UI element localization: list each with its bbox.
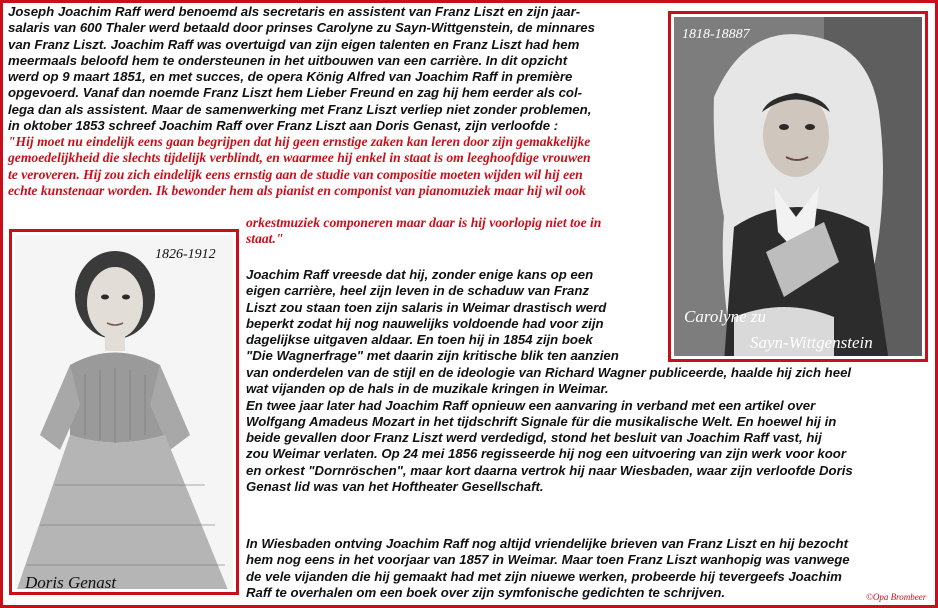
text-line: "Die Wagnerfrage" met daarin zijn kritische blik ten aanzien — [246, 348, 619, 364]
text-line: Genast lid was van het Hoftheater Gesellschaft. — [246, 479, 544, 495]
paragraph-intro — [8, 4, 595, 134]
quote-line: echte kunstenaar worden. Ik bewonder hem als pianist en componist van pianomuziek maar hij wil ook — [8, 182, 586, 198]
doris-caption: Doris Genast — [25, 573, 117, 589]
copyright: ©Opa Brombeer — [866, 592, 927, 602]
paragraph-wagnerfrage — [246, 267, 619, 365]
portrait-doris-image — [15, 235, 233, 589]
text-line: beperkt zodat hij nog nauwelijks voldoende had voor zijn — [246, 315, 604, 331]
portrait-carolyne — [668, 11, 928, 362]
doris-engraving-icon — [15, 235, 233, 589]
text-line: beide gevallen door Franz Liszt werd verdedigd, stond het besluit van Joachim Raff vast, hij — [246, 430, 822, 446]
text-line: zou Weimar verlaten. Op 24 mei 1856 regisseerde hij nog een uitvoering van zijn werk voor koor — [246, 446, 846, 462]
text-line: de vele vijanden die hij gemaakt had met zijn niuewe werken, probeerde hij tevergeefs Joachim — [246, 568, 842, 584]
quote-line: orkestmuziek componeren maar daar is hij voorlopig niet toe in — [246, 215, 602, 230]
portrait-carolyne-image — [674, 17, 922, 356]
quote-line: gemoedelijkheid die slechts tijdelijk verblindt, en waarmee hij enkel in staat is om leeghoofdige vrouwen — [8, 150, 591, 166]
text-line: Liszt zou staan toen zijn salaris in Weimar drastisch werd — [246, 299, 607, 315]
carolyne-caption-line-2: Sayn-Wittgenstein — [750, 333, 873, 352]
text-line: hem nog eens in het voorjaar van 1857 in Weimar. Maar toen Franz Liszt wanhopig was vanwege — [246, 552, 850, 568]
text-line: eigen carrière, heel zijn leven in de schaduw van Franz — [246, 283, 589, 299]
text-line: Wolfgang Amadeus Mozart in het tijdschrift Signale für die musikalische Welt. En hoewel hij in — [246, 413, 837, 429]
text-line: In Wiesbaden ontving Joachim Raff nog altijd vriendelijke brieven van Franz Liszt en hij bezocht — [246, 536, 848, 551]
portrait-doris — [9, 229, 239, 595]
doris-years: 1826-1912 — [155, 247, 216, 262]
quote-line: "Hij moet nu eindelijk eens gaan begrijpen dat hij geen ernstige zaken kan leren door zijn gemakkelijke — [8, 134, 591, 149]
text-line: meermaals beloofd hem te ondersteunen in het uitbouwen van een carrière. In dit opzicht — [8, 52, 568, 68]
quote-line: staat." — [246, 231, 284, 247]
carolyne-years: 1818-18887 — [682, 27, 750, 42]
quote-liszt — [8, 134, 591, 199]
text-line: en orkest "Dornröschen", maar kort daarna vertrok hij naar Wiesbaden, waar zijn verloofde Doris — [246, 462, 853, 478]
text-line: Joseph Joachim Raff werd benoemd als secretaris en assistent van Franz Liszt en zijn jaar- — [8, 4, 581, 19]
text-line: van Franz Liszt. Joachim Raff was overtuigd van zijn eigen talenten en Franz Liszt had hem — [8, 36, 580, 52]
quote-line: te veroveren. Hij zou zich eindelijk eens ernstig aan de studie van compositie moeten wijden wil hij een — [8, 166, 583, 182]
paragraph-wiesbaden — [246, 536, 850, 601]
text-line: werd op 9 maart 1851, en met succes, de opera König Alfred van Joachim Raff in première — [8, 69, 573, 85]
carolyne-caption-line-1: Carolyne zu — [684, 307, 767, 326]
text-line: dagelijkse uitgaven aldaar. En toen hij in 1854 zijn boek — [246, 332, 593, 348]
text-line: Joachim Raff vreesde dat hij, zonder enige kans op een — [246, 267, 594, 282]
text-line: wat vijanden op de hals in de muzikale kringen in Weimar. — [246, 381, 609, 397]
carolyne-engraving-icon — [674, 17, 922, 356]
text-line: in oktober 1853 schreef Joachim Raff over Franz Liszt aan Doris Genast, zijn verloofde : — [8, 118, 559, 134]
text-line: van onderdelen van de stijl en de ideologie van Richard Wagner publiceerde, haalde hij zich heel — [246, 365, 852, 380]
text-line: salaris van 600 Thaler werd betaald door prinses Carolyne zu Sayn-Wittgenstein, de minnares — [8, 20, 595, 36]
text-line: opgevoerd. Vanaf dan noemde Franz Liszt hem Lieber Freund en zag hij hem eerder als col- — [8, 85, 583, 101]
text-line: lega dan als assistent. Maar de samenwerking met Franz Liszt verliep niet zonder problemen, — [8, 101, 592, 117]
paragraph-weimar — [246, 365, 853, 495]
quote-liszt-end — [246, 215, 601, 248]
text-line: Raff te overhalen om een boek over zijn symfonische gedichten te schrijven. — [246, 584, 726, 600]
text-line: En twee jaar later had Joachim Raff opnieuw een aanvaring in verband met een artikel over — [246, 397, 816, 413]
